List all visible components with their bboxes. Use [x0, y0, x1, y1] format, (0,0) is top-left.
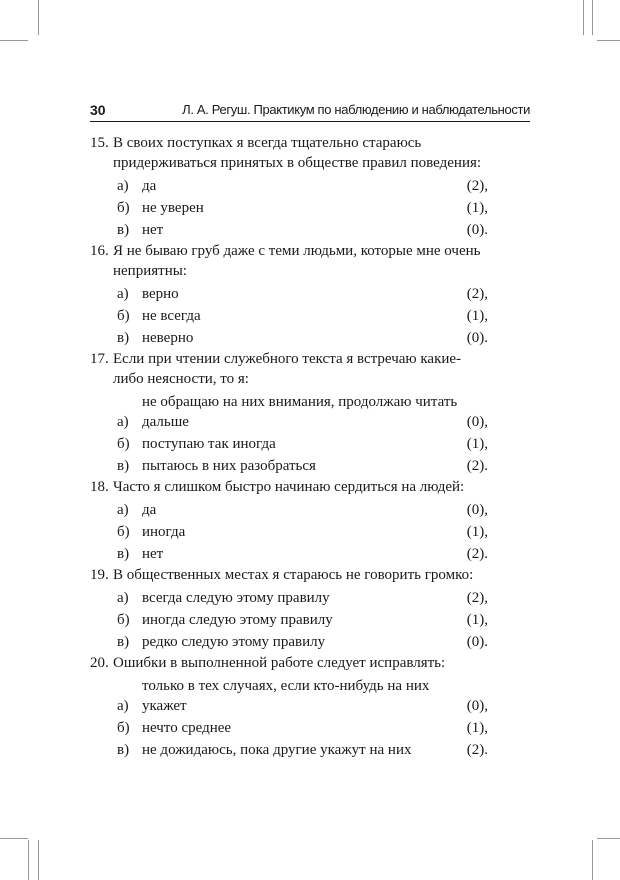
question-item [90, 241, 488, 348]
answer-letter: в) [117, 458, 130, 474]
answer-letter: б) [117, 612, 130, 628]
answer-text: верно [142, 286, 179, 302]
answer-score: (0), [466, 414, 488, 430]
question-head [90, 653, 488, 673]
answer-option [90, 434, 488, 454]
answer-option [90, 220, 488, 240]
question-item [90, 349, 488, 476]
answer-letter: б) [117, 200, 130, 216]
question-number: 18. [90, 479, 109, 495]
question-number: 17. [90, 351, 109, 367]
crop-mark [597, 40, 620, 41]
crop-mark [38, 840, 39, 880]
crop-mark [583, 0, 584, 35]
answer-text: поступаю так иногда [142, 436, 276, 452]
question-number: 16. [90, 243, 109, 259]
question-head [90, 349, 488, 389]
answer-letter: а) [117, 414, 129, 430]
answer-score: (1), [466, 720, 488, 736]
answer-text: только в тех случаях, если кто-нибудь на них укажет [142, 678, 430, 714]
answer-text: не дожидаюсь, пока другие укажут на них [142, 742, 412, 758]
answer-text: пытаюсь в них разобраться [142, 458, 316, 474]
question-head [90, 477, 488, 497]
crop-mark [0, 40, 28, 41]
questionnaire [90, 133, 488, 760]
answer-text: всегда следую этому правилу [142, 590, 330, 606]
answer-letter: в) [117, 546, 130, 562]
answer-option [90, 306, 488, 326]
answer-score: (2), [466, 286, 488, 302]
answer-text: неверно [142, 330, 194, 346]
answer-letter: б) [117, 308, 130, 324]
answer-score: (1), [466, 308, 488, 324]
answer-text: да [142, 178, 157, 194]
answer-option [90, 632, 488, 652]
answer-text: не всегда [142, 308, 201, 324]
answer-score: (2). [466, 546, 488, 562]
question-number: 15. [90, 135, 109, 151]
question-text: В общественных местах я стараюсь не говорить громко: [113, 567, 474, 583]
page-header [90, 101, 530, 122]
question-text: Часто я слишком быстро начинаю сердиться на людей: [113, 479, 465, 495]
crop-mark [28, 840, 29, 880]
answer-letter: в) [117, 222, 130, 238]
crop-mark [592, 0, 593, 35]
answer-letter: а) [117, 286, 129, 302]
answer-option [90, 198, 488, 218]
question-item [90, 565, 488, 652]
answer-text: нет [142, 546, 164, 562]
running-title: Л. А. Регуш. Практикум по наблюдению и наблюдательности [182, 102, 530, 117]
answer-option [90, 176, 488, 196]
answer-score: (2). [466, 742, 488, 758]
answer-option [90, 676, 488, 716]
answer-option [90, 610, 488, 630]
question-text: Если при чтении служебного текста я встречаю какие-либо неясности, то я: [113, 351, 462, 387]
question-text: Ошибки в выполненной работе следует исправлять: [113, 655, 446, 671]
answer-text: не обращаю на них внимания, продолжаю читать дальше [142, 394, 458, 430]
answer-option [90, 456, 488, 476]
answer-text: да [142, 502, 157, 518]
answer-text: иногда следую этому правилу [142, 612, 333, 628]
answer-letter: б) [117, 720, 130, 736]
answer-score: (0). [466, 222, 488, 238]
question-item [90, 477, 488, 564]
answer-letter: в) [117, 330, 130, 346]
answer-option [90, 740, 488, 760]
page-number: 30 [90, 102, 106, 118]
answer-score: (2). [466, 458, 488, 474]
answer-letter: в) [117, 634, 130, 650]
answer-letter: а) [117, 590, 129, 606]
answer-score: (1), [466, 524, 488, 540]
crop-mark [597, 838, 620, 839]
answer-score: (1), [466, 200, 488, 216]
answer-text: нет [142, 222, 164, 238]
question-number: 20. [90, 655, 109, 671]
answer-letter: а) [117, 698, 129, 714]
answer-score: (0), [466, 502, 488, 518]
answer-letter: а) [117, 178, 129, 194]
question-item [90, 133, 488, 240]
answer-text: нечто среднее [142, 720, 232, 736]
answer-score: (0). [466, 634, 488, 650]
answer-score: (1), [466, 612, 488, 628]
question-number: 19. [90, 567, 109, 583]
question-text: В своих поступках я всегда тщательно стараюсь придерживаться принятых в обществе правил поведения: [113, 135, 482, 171]
answer-text: редко следую этому правилу [142, 634, 326, 650]
answer-letter: б) [117, 436, 130, 452]
answer-letter: б) [117, 524, 130, 540]
crop-mark [0, 838, 28, 839]
answer-text: не уверен [142, 200, 204, 216]
question-head [90, 241, 488, 281]
answer-letter: в) [117, 742, 130, 758]
answer-option [90, 544, 488, 564]
answer-option [90, 588, 488, 608]
answer-score: (0). [466, 330, 488, 346]
answer-score: (1), [466, 436, 488, 452]
answer-letter: а) [117, 502, 129, 518]
answer-score: (2), [466, 178, 488, 194]
crop-mark [592, 840, 593, 880]
question-head [90, 565, 488, 585]
answer-option [90, 328, 488, 348]
answer-text: иногда [142, 524, 186, 540]
answer-score: (2), [466, 590, 488, 606]
answer-option [90, 522, 488, 542]
answer-option [90, 284, 488, 304]
answer-score: (0), [466, 698, 488, 714]
crop-mark [38, 0, 39, 35]
answer-option [90, 500, 488, 520]
question-head [90, 133, 488, 173]
question-item [90, 653, 488, 760]
answer-option [90, 718, 488, 738]
answer-option [90, 392, 488, 432]
question-text: Я не бываю груб даже с теми людьми, которые мне очень неприятны: [113, 243, 481, 279]
